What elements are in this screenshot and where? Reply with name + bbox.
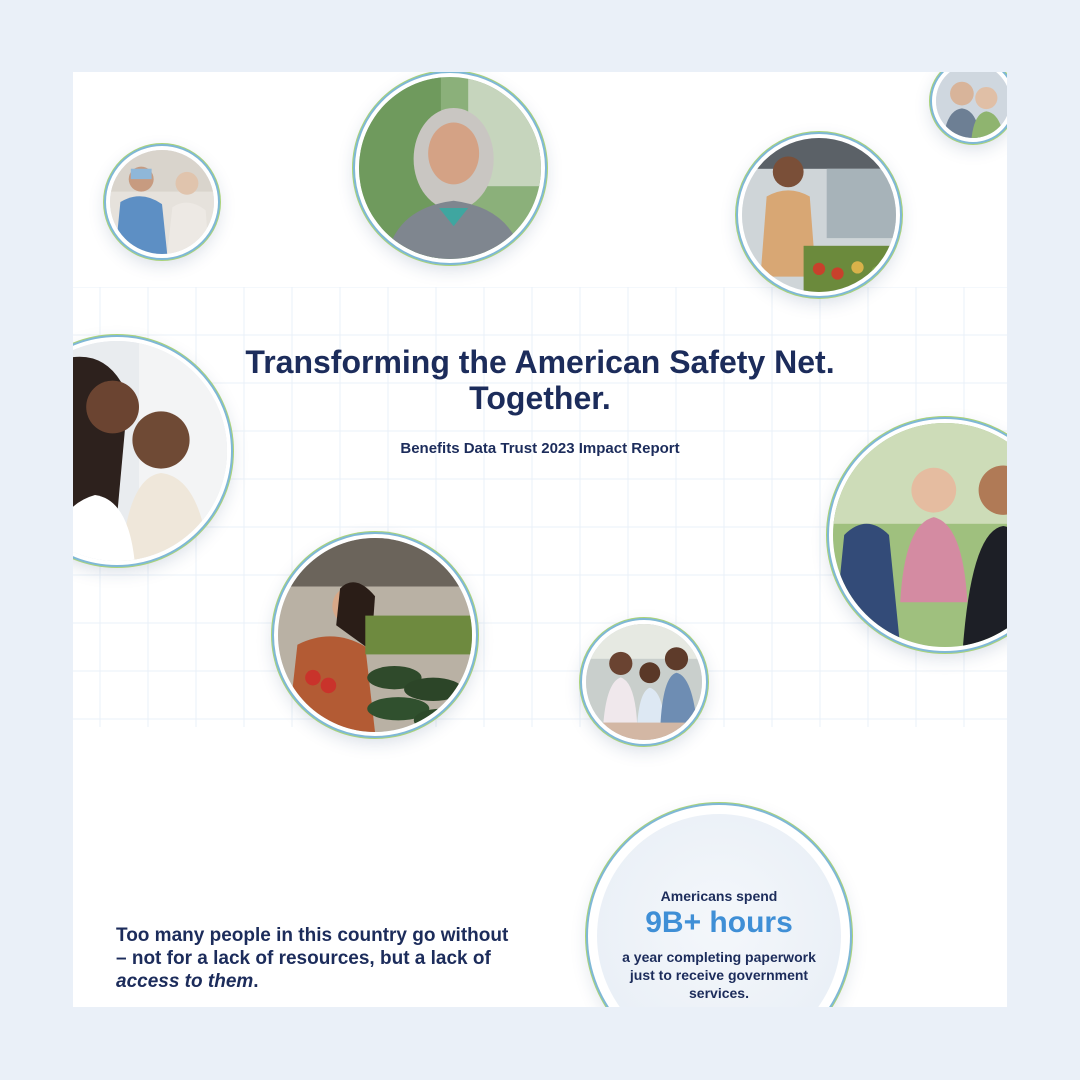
photo-shopper-market (738, 134, 900, 296)
report-subtitle: Benefits Data Trust 2023 Impact Report (400, 440, 680, 457)
report-title (73, 344, 1007, 416)
tagline-text: Too many people in this country go without – not for a lack of resources, but a lack of (116, 925, 509, 969)
report-title-line2: Together. (469, 380, 611, 416)
stat-description: a year completing paperwork just to receive government services. (622, 949, 816, 1001)
stat-callout-inner (597, 814, 841, 1007)
tagline (116, 924, 516, 993)
photo-health-worker (106, 146, 218, 258)
tagline-period: . (253, 971, 259, 992)
report-cover (73, 72, 1007, 1007)
photo-woman-produce (274, 534, 476, 736)
photo-older-woman (355, 73, 545, 263)
stat-value: 9B+ hours (645, 906, 793, 939)
stat-intro: Americans spend (660, 888, 778, 904)
photo-elderly-couple (932, 72, 1007, 142)
tagline-emphasis: access to them (116, 971, 254, 992)
report-title-line1: Transforming the American Safety Net. (245, 344, 835, 380)
stat-callout (588, 805, 850, 1007)
photo-family-sitting (582, 620, 706, 744)
